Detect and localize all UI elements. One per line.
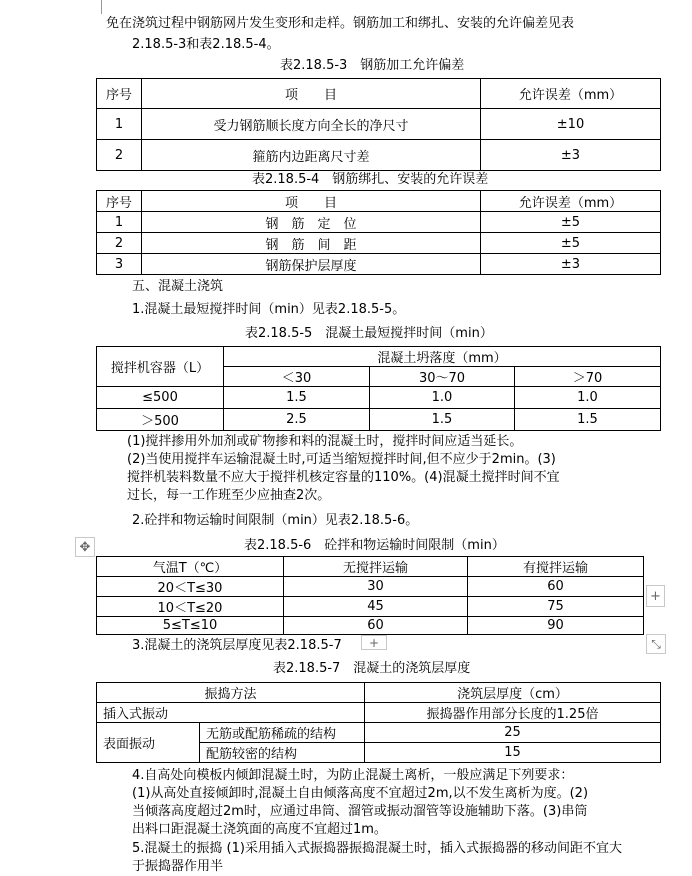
- item-5-line: 于振捣器作用半: [132, 859, 224, 874]
- table-cell: 45: [284, 597, 468, 617]
- table-cell: 15: [365, 743, 661, 763]
- table-cell: ≤500: [97, 387, 224, 409]
- note-line: (2)当使用搅拌车运输混凝土时,可适当缩短搅拌时间,但不应少于2min。(3): [127, 452, 556, 467]
- item-4-line: 出料口距混凝土浇筑面的高度不宜超过1m。: [132, 822, 387, 837]
- item-2: 2.砼拌和物运输时间限制（min）见表2.18.5-6。: [132, 513, 419, 528]
- table-cell: 振捣器作用部分长度的1.25倍: [365, 703, 661, 723]
- table-cell: 插入式振动: [97, 703, 365, 723]
- table-6: [96, 556, 644, 635]
- table-7: [96, 682, 661, 763]
- table-cell: ±3: [481, 140, 661, 171]
- table-cell: 2.5: [224, 409, 370, 431]
- table-cell: 2: [97, 233, 142, 254]
- table-cell: 钢 筋 定 位: [142, 212, 481, 233]
- table-cell: 钢筋保护层厚度: [142, 254, 481, 275]
- item-3: 3.混凝土的浇筑层厚度见表2.18.5-7: [132, 638, 342, 653]
- table-cell: 25: [365, 723, 661, 743]
- item-4-line: (1)从高处直接倾卸时,混凝土自由倾落高度不宜超过2m,以不发生离析为度。(2): [132, 786, 589, 801]
- table-cell: 1.5: [370, 409, 515, 431]
- table-header: 30～70: [370, 367, 515, 387]
- item-4-line: 当倾落高度超过2m时，应通过串筒、溜管或振动溜管等设施辅助下落。(3)串筒: [132, 804, 588, 819]
- table-resize-handle-icon[interactable]: ⤡: [646, 634, 666, 654]
- add-row-button[interactable]: +: [361, 635, 387, 650]
- table-4-caption: 表2.18.5-4 钢筋绑扎、安装的允许误差: [252, 172, 489, 187]
- table-cell: 1.5: [515, 409, 661, 431]
- table-header: 振捣方法: [97, 683, 365, 703]
- table-header: 项 目: [142, 79, 481, 109]
- item-5-line: 5.混凝土的振捣 (1)采用插入式振捣器振捣混凝土时，插入式振捣器的移动间距不宜大: [132, 841, 622, 856]
- table-header: 允许误差（mm）: [481, 79, 661, 109]
- table-cell: 90: [468, 617, 644, 635]
- table-cell: 1.5: [224, 387, 370, 409]
- table-header: ＜30: [224, 367, 370, 387]
- table-cell: 60: [284, 617, 468, 635]
- table-3: [96, 78, 661, 171]
- table-cell: 1.0: [515, 387, 661, 409]
- table-cell: ±5: [481, 212, 661, 233]
- table-header: 无搅拌运输: [284, 557, 468, 577]
- table-cell: 无筋或配筋稀疏的结构: [200, 723, 365, 743]
- note-line: 搅拌机装料数量不应大于搅拌机核定容量的110%。(4)混凝土搅拌时间不宜: [127, 470, 560, 485]
- intro-line-2: 2.18.5-3和表2.18.5-4。: [132, 37, 280, 52]
- table-cell: ＞500: [97, 409, 224, 431]
- table-move-handle-icon[interactable]: ✥: [75, 537, 95, 557]
- table-cell: 30: [284, 577, 468, 597]
- add-column-button[interactable]: +: [646, 585, 665, 607]
- table-cell: 60: [468, 577, 644, 597]
- table-cell: 钢 筋 间 距: [142, 233, 481, 254]
- table-cell: 1.0: [370, 387, 515, 409]
- table-cell: ±10: [481, 109, 661, 140]
- table-header: 浇筑层厚度（cm）: [365, 683, 661, 703]
- table-header: 混凝土坍落度（mm）: [224, 347, 661, 367]
- table-cell: 1: [97, 212, 142, 233]
- table-7-caption: 表2.18.5-7 混凝土的浇筑层厚度: [273, 661, 471, 676]
- table-cell: 配筋较密的结构: [200, 743, 365, 763]
- table-header: 序号: [97, 191, 142, 212]
- table-cell: ±5: [481, 233, 661, 254]
- table-5-caption: 表2.18.5-5 混凝土最短搅拌时间（min）: [245, 326, 493, 341]
- table-3-caption: 表2.18.5-3 钢筋加工允许偏差: [280, 58, 465, 73]
- table-4: [96, 190, 661, 275]
- table-cell: 75: [468, 597, 644, 617]
- table-header: 气温T（℃）: [97, 557, 284, 577]
- note-line: (1)搅拌掺用外加剂或矿物掺和料的混凝土时，搅拌时间应适当延长。: [127, 434, 523, 449]
- table-cell: 箍筋内边距离尺寸差: [142, 140, 481, 171]
- table-cell: 5≤T≤10: [97, 617, 284, 635]
- table-header: 序号: [97, 79, 142, 109]
- table-cell: 1: [97, 109, 142, 140]
- note-line: 过长，每一工作班至少应抽查2次。: [127, 488, 331, 503]
- table-header: 项 目: [142, 191, 481, 212]
- section-heading: 五、混凝土浇筑: [132, 279, 224, 294]
- table-header: 允许误差（mm）: [481, 191, 661, 212]
- margin-marker: [101, 0, 102, 14]
- table-header: ＞70: [515, 367, 661, 387]
- table-cell: 表面振动: [97, 723, 200, 763]
- item-1: 1.混凝土最短搅拌时间（min）见表2.18.5-5。: [132, 302, 406, 317]
- table-cell: 10＜T≤20: [97, 597, 284, 617]
- table-cell: 3: [97, 254, 142, 275]
- table-cell: ±3: [481, 254, 661, 275]
- table-cell: 20＜T≤30: [97, 577, 284, 597]
- table-header: 有搅拌运输: [468, 557, 644, 577]
- table-cell: 受力钢筋顺长度方向全长的净尺寸: [142, 109, 481, 140]
- intro-line-1: 免在浇筑过程中钢筋网片发生变形和走样。钢筋加工和绑扎、安装的允许偏差见表: [106, 16, 575, 31]
- table-5: [96, 346, 661, 431]
- table-cell: 2: [97, 140, 142, 171]
- table-6-caption: 表2.18.5-6 砼拌和物运输时间限制（min）: [244, 538, 505, 553]
- item-4-line: 4.自高处向模板内倾卸混凝土时，为防止混凝土离析，一般应满足下列要求：: [132, 768, 574, 783]
- table-header: 搅拌机容器（L）: [97, 347, 224, 387]
